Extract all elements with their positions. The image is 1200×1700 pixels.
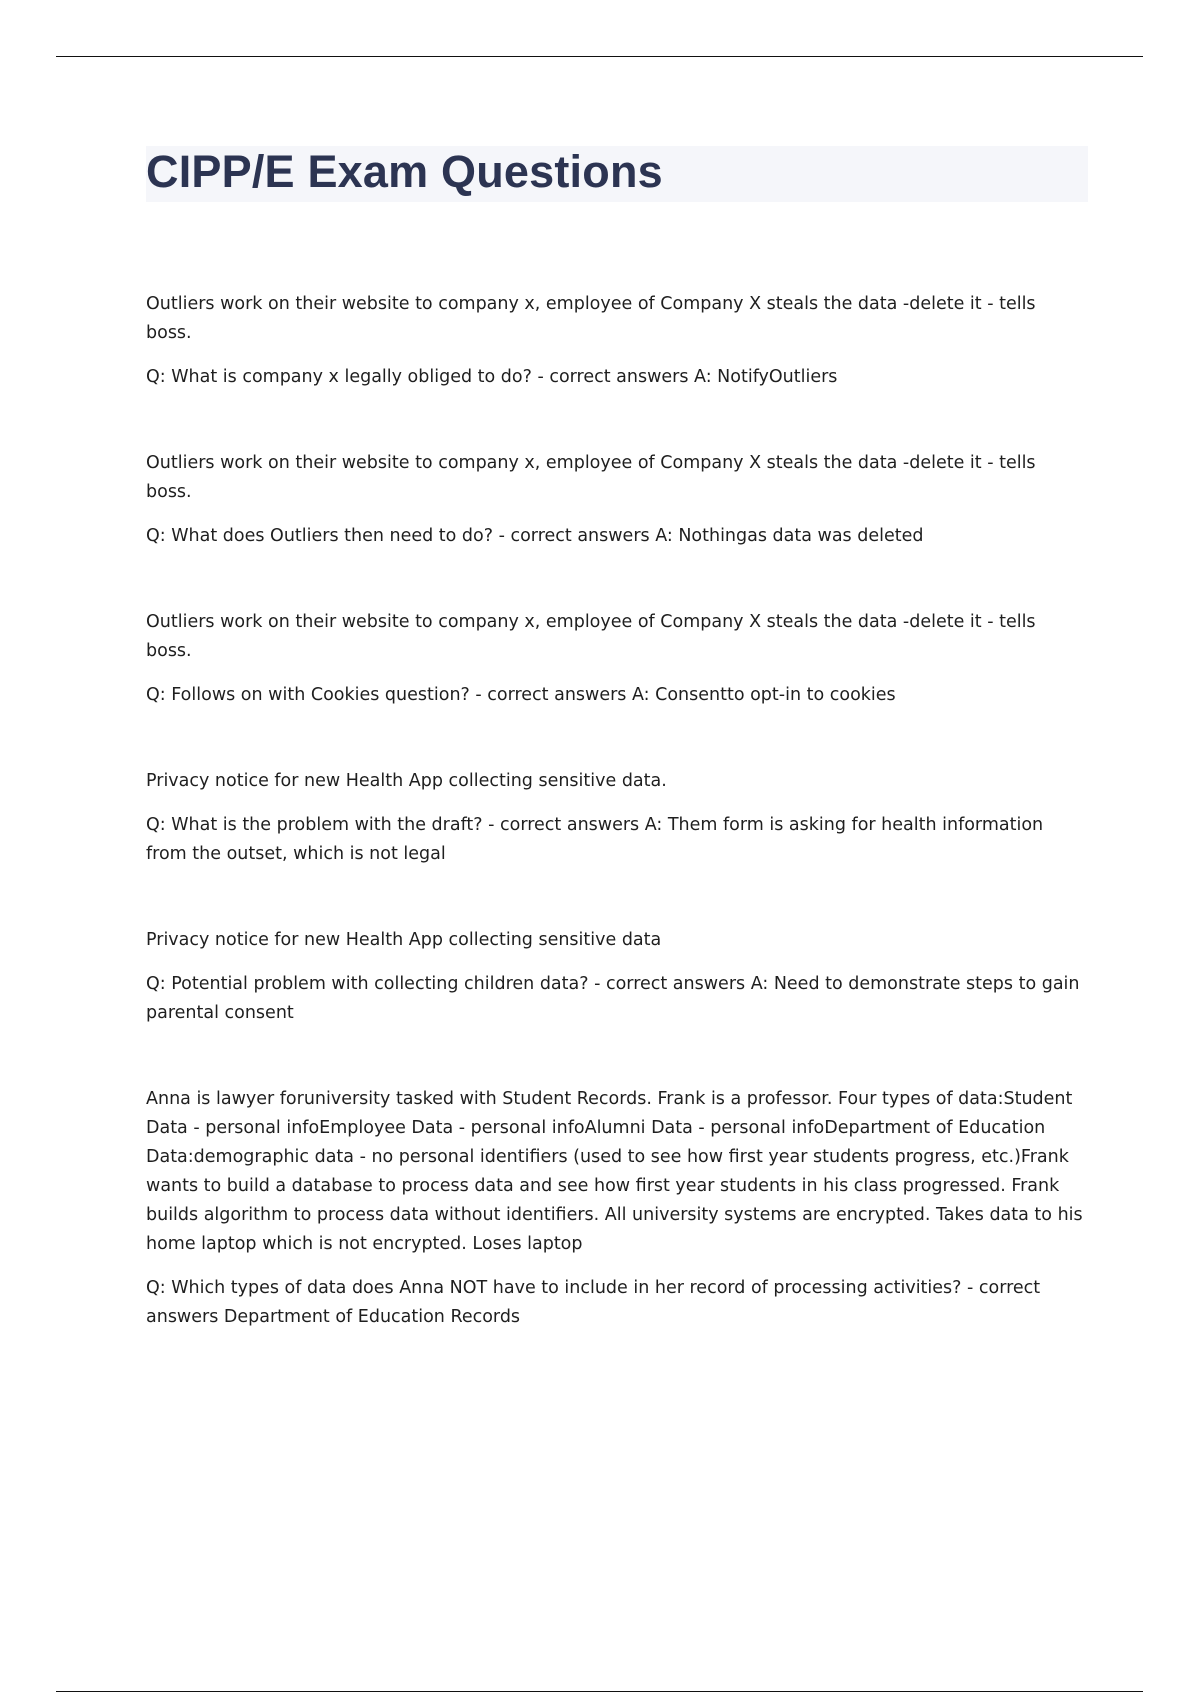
header-rule	[56, 56, 1143, 57]
question-context: Outliers work on their website to company x, employee of Company X steals the data -delete it - tells boss.	[146, 612, 1036, 661]
question-answer: Q: What is company x legally obliged to do? - correct answers A: NotifyOutliers	[146, 367, 838, 387]
question-context: Outliers work on their website to company x, employee of Company X steals the data -delete it - tells boss.	[146, 294, 1036, 343]
question-answer: Q: What is the problem with the draft? - correct answers A: Them form is asking for health information from the outset, which is not legal	[146, 815, 1044, 864]
question-context: Privacy notice for new Health App collecting sensitive data.	[146, 771, 667, 791]
question-answer: Q: Which types of data does Anna NOT have to include in her record of processing activities? - correct answers Department of Education Records	[146, 1278, 1041, 1327]
footer-rule	[56, 1691, 1143, 1692]
question-context: Privacy notice for new Health App collecting sensitive data	[146, 930, 662, 950]
qa-item	[146, 1085, 1086, 1332]
qa-item	[146, 926, 1086, 1028]
qa-item	[146, 608, 1086, 710]
page-title: CIPP/E Exam Questions	[146, 146, 663, 197]
qa-item	[146, 767, 1086, 869]
question-answer: Q: What does Outliers then need to do? - correct answers A: Nothingas data was deleted	[146, 526, 924, 546]
qa-list	[146, 290, 1086, 1389]
question-answer: Q: Potential problem with collecting children data? - correct answers A: Need to demonstrate steps to gain parental consent	[146, 974, 1080, 1023]
qa-item	[146, 449, 1086, 551]
question-context: Anna is lawyer foruniversity tasked with Student Records. Frank is a professor. Four types of data:Student Data - personal infoEmployee Data - personal infoAlumni Data - personal infoDepartment of Education Data:demographic data - no personal identifiers (used to see how first year students progress, etc.)Frank wants to build a database to process data and see how first year students in his class progressed. Frank builds algorithm to process data without identifiers. All university systems are encrypted. Takes data to his home laptop which is not encrypted. Loses laptop	[146, 1089, 1083, 1254]
question-context: Outliers work on their website to company x, employee of Company X steals the data -delete it - tells boss.	[146, 453, 1036, 502]
qa-item	[146, 290, 1086, 392]
question-answer: Q: Follows on with Cookies question? - correct answers A: Consentto opt-in to cookies	[146, 685, 896, 705]
